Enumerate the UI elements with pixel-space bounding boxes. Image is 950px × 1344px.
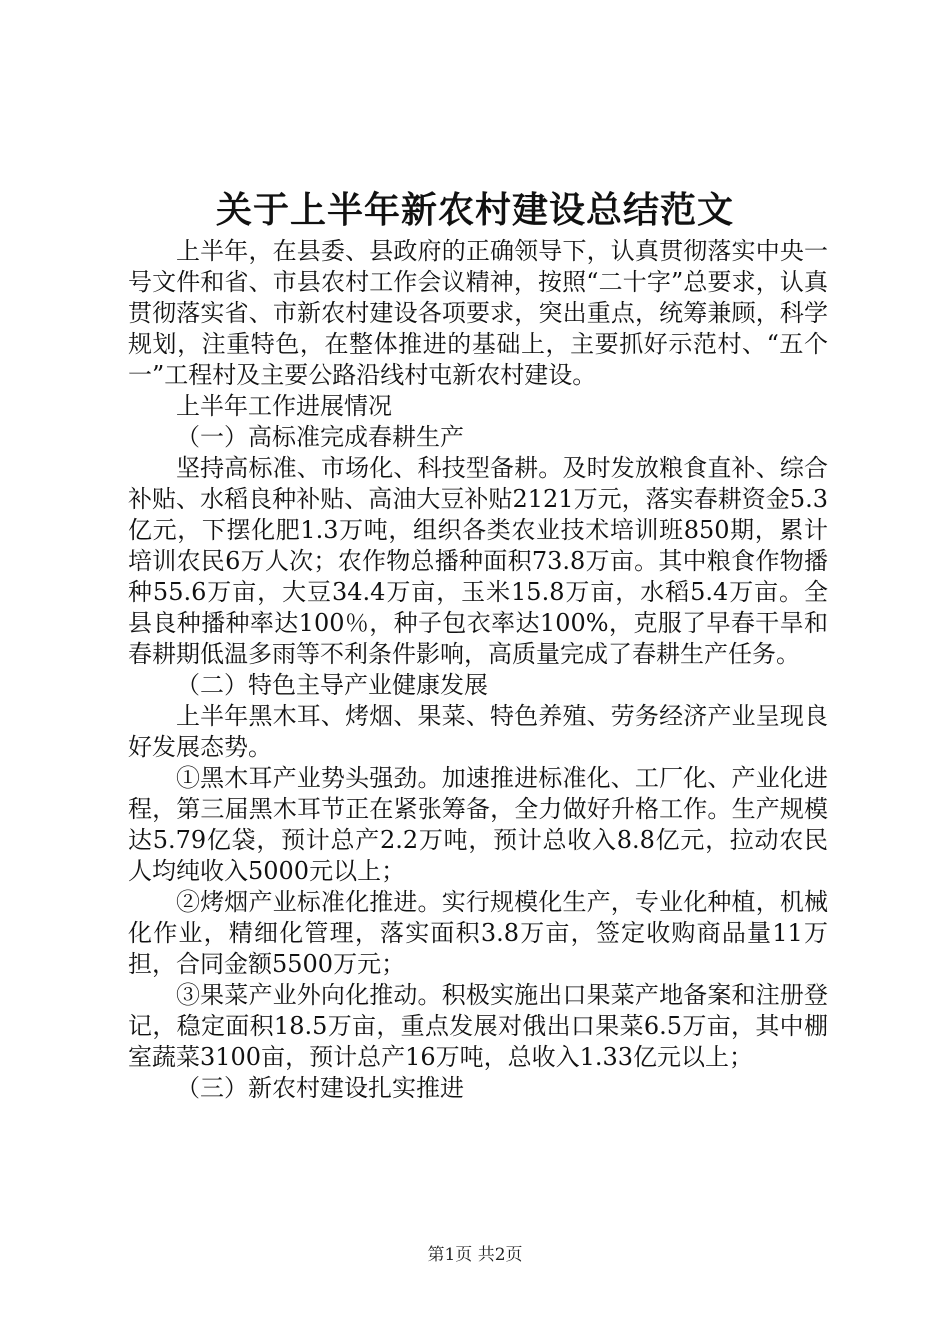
document-title: 关于上半年新农村建设总结范文	[215, 189, 734, 231]
document-body	[128, 236, 828, 1104]
body-paragraph: 上半年，在县委、县政府的正确领导下，认真贯彻落实中央一号文件和省、市县农村工作会议精神，按照“二十字”总要求，认真贯彻落实省、市新农村建设各项要求，突出重点，统筹兼顾，科学规划，注重特色，在整体推进的基础上，主要抓好示范村、“五个一”工程村及主要公路沿线村屯新农村建设。	[128, 237, 828, 389]
section-heading: 上半年工作进展情况	[176, 392, 392, 420]
page-number-footer: 第1页 共2页	[427, 1245, 523, 1265]
section-heading: （二）特色主导产业健康发展	[176, 671, 488, 699]
body-paragraph: ②烤烟产业标准化推进。实行规模化生产，专业化种植，机械化作业，精细化管理，落实面积3.8万亩，签定收购商品量11万担，合同金额5500万元；	[128, 888, 828, 978]
body-paragraph: 上半年黑木耳、烤烟、果菜、特色养殖、劳务经济产业呈现良好发展态势。	[128, 702, 828, 761]
body-paragraph: ③果菜产业外向化推动。积极实施出口果菜产地备案和注册登记，稳定面积18.5万亩，重点发展对俄出口果菜6.5万亩，其中棚室蔬菜3100亩，预计总产16万吨，总收入1.33亿元以上；	[128, 981, 828, 1071]
body-paragraph: ①黑木耳产业势头强劲。加速推进标准化、工厂化、产业化进程，第三届黑木耳节正在紧张筹备，全力做好升格工作。生产规模达5.79亿袋，预计总产2.2万吨，预计总收入8.8亿元，拉动农民人均纯收入5000元以上；	[128, 764, 828, 885]
section-heading: （三）新农村建设扎实推进	[176, 1074, 464, 1102]
section-heading: （一）高标准完成春耕生产	[176, 423, 464, 451]
body-paragraph: 坚持高标准、市场化、科技型备耕。及时发放粮食直补、综合补贴、水稻良种补贴、高油大豆补贴2121万元，落实春耕资金5.3亿元，下摆化肥1.3万吨，组织各类农业技术培训班850期，累计培训农民6万人次；农作物总播种面积73.8万亩。其中粮食作物播种55.6万亩，大豆34.4万亩，玉米15.8万亩，水稻5.4万亩。全县良种播种率达100％，种子包衣率达100%，克服了早春干旱和春耕期低温多雨等不利条件影响，高质量完成了春耕生产任务。	[128, 454, 828, 668]
